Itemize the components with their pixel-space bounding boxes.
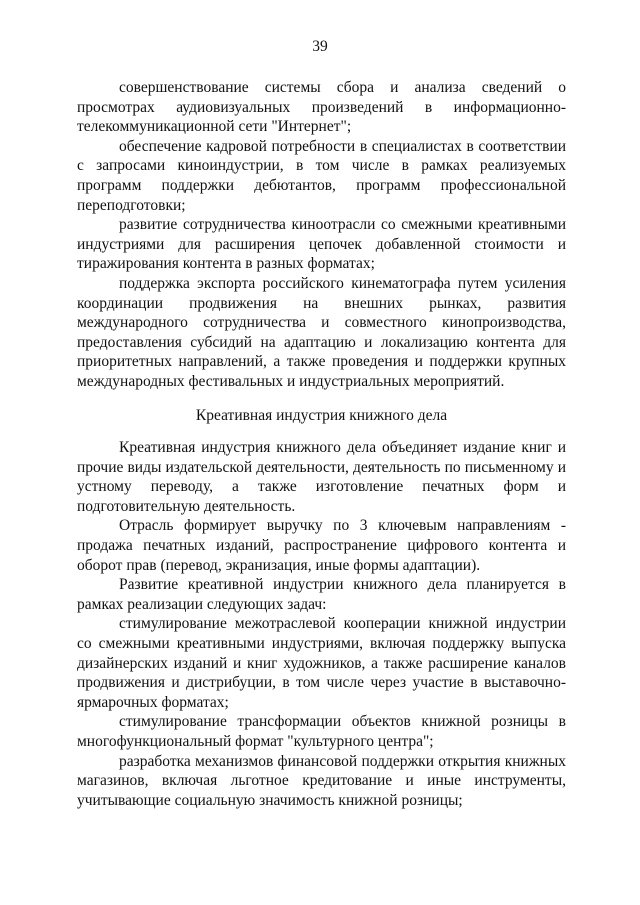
paragraph: развитие сотрудничества киноотрасли со смежными креативными индустриями для расширения цепочек добавленной стоимости и тиражирования контента в разных форматах;: [77, 216, 566, 273]
paragraph: совершенствование системы сбора и анализа сведений о просмотрах аудиовизуальных произведений в информационно-телекоммуникационной сети "Интернет";: [77, 79, 566, 136]
paragraph: стимулирование трансформации объектов книжной розницы в многофункциональный формат "культурного центра";: [77, 713, 566, 750]
paragraph: стимулирование межотраслевой кооперации книжной индустрии со смежными креативными индустриями, включая поддержку выпуска дизайнерских изданий и книг художников, а также расширение каналов продвижения и дистрибуции, в том числе через участие в выставочно-ярмарочных форматах;: [77, 615, 566, 711]
page-number: 39: [312, 38, 328, 55]
document-body: [77, 78, 566, 810]
paragraph: Креативная индустрия книжного дела объединяет издание книг и прочие виды издательской деятельности, деятельность по письменному и устному переводу, а также изготовление печатных форм и подготовительную деятельность.: [77, 439, 566, 515]
paragraph: обеспечение кадровой потребности в специалистах в соответствии с запросами киноиндустрии, в том числе в рамках реализуемых программ поддержки дебютантов, программ профессиональной переподготовки;: [77, 137, 566, 214]
section-heading: Креативная индустрия книжного дела: [195, 406, 448, 424]
paragraph: разработка механизмов финансовой поддержки открытия книжных магазинов, включая льготное кредитование и иные инструменты, учитывающие социальную значимость книжной розницы;: [77, 752, 566, 809]
paragraph: поддержка экспорта российского кинематографа путем усиления координации продвижения на внешних рынках, развития международного сотрудничества и совместного кинопроизводства, предоставления субсидий на адаптацию и локализацию контента для приоритетных направлений, а также проведения и поддержки крупных международных фестивальных и индустриальных мероприятий.: [77, 274, 566, 390]
paragraph: Отрасль формирует выручку по 3 ключевым направлениям - продажа печатных изданий, распространение цифрового контента и оборот прав (перевод, экранизация, иные формы адаптации).: [77, 517, 566, 574]
paragraph: Развитие креативной индустрии книжного дела планируется в рамках реализации следующих задач:: [77, 576, 566, 613]
